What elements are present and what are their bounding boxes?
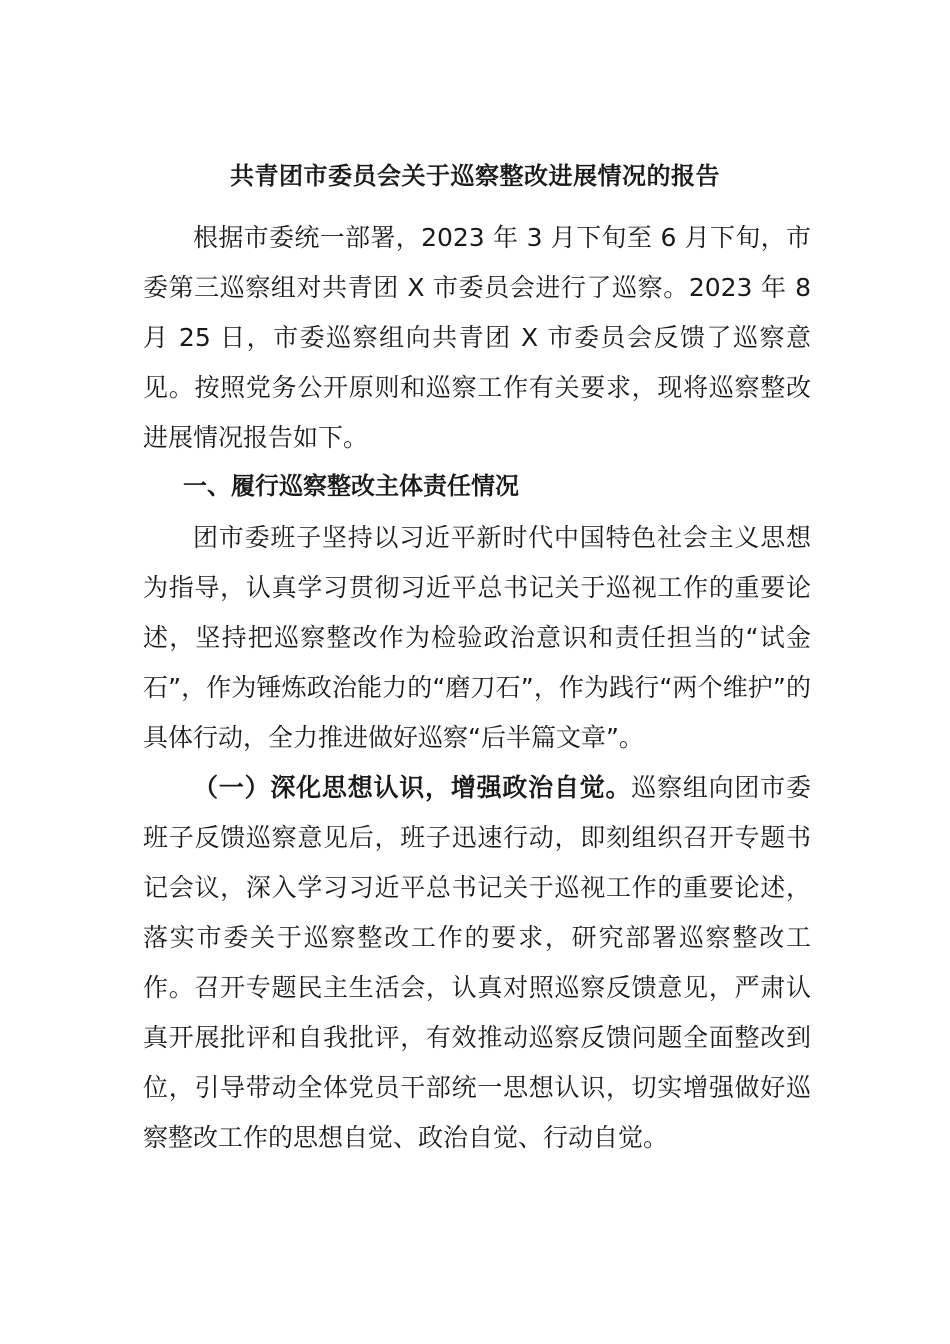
subsection-paragraph: [143, 763, 811, 1163]
subsection-text: 巡察组向团市委班子反馈巡察意见后，班子迅速行动，即刻组织召开专题书记会议，深入学习习近平总书记关于巡视工作的重要论述，落实市委关于巡察整改工作的要求，研究部署巡察整改工作。召开专题民主生活会，认真对照巡察反馈意见，严肃认真开展批评和自我批评，有效推动巡察反馈问题全面整改到位，引导带动全体党员干部统一思想认识，切实增强做好巡察整改工作的思想自觉、政治自觉、行动自觉。: [143, 773, 811, 1152]
section-heading: 一、履行巡察整改主体责任情况: [183, 472, 519, 500]
document-title: 共青团市委员会关于巡察整改进展情况的报告: [230, 162, 720, 190]
section-paragraph: 团市委班子坚持以习近平新时代中国特色社会主义思想为指导，认真学习贯彻习近平总书记关于巡视工作的重要论述，坚持把巡察整改作为检验政治意识和责任担当的“试金石”，作为锤炼政治能力的“磨刀石”，作为践行“两个维护”的具体行动，全力推进做好巡察“后半篇文章”。: [143, 523, 811, 752]
intro-paragraph: 根据市委统一部署，2023 年 3 月下旬至 6 月下旬，市委第三巡察组对共青团 X 市委员会进行了巡察。2023 年 8 月 25 日，市委巡察组向共青团 X 市委员会反馈了巡察意见。按照党务公开原则和巡察工作有关要求，现将巡察整改进展情况报告如下。: [143, 223, 811, 452]
subsection-heading: （一）深化思想认识，增强政治自觉。: [193, 773, 632, 802]
